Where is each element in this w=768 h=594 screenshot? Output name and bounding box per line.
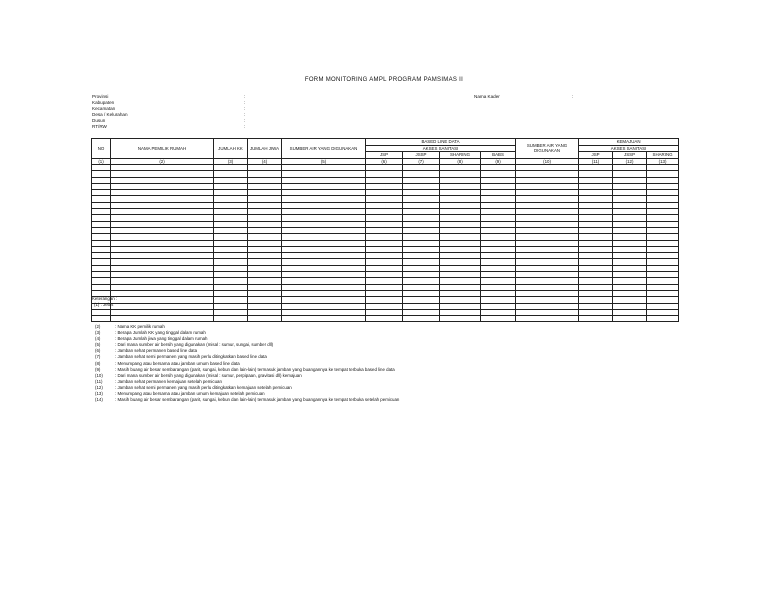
legend-code: (5) — [95, 342, 101, 348]
column-number: (5) — [282, 158, 366, 165]
column-number: (11) — [579, 158, 613, 165]
legend-code: (7) — [95, 354, 101, 360]
notes — [92, 296, 117, 308]
notes-first-item: (1) : Jelas — [94, 302, 114, 307]
legend-text: : Menumpang atau bersama atau jamban umum kemajuan setelah pemicuan — [115, 391, 265, 397]
col-sharing-kemajuan: SHARING — [647, 152, 679, 159]
legend-text: : Masih buang air besar sembarangan (parit, sungai, kebun dan lain-lain) termasuk jamban yang buangannya ke tempat terbuka based line data — [115, 366, 395, 372]
monitoring-table — [91, 138, 679, 322]
column-number: (4) — [248, 158, 282, 165]
location-label: Dusun — [92, 118, 106, 123]
table-cell — [214, 316, 248, 322]
col-jumlah-jiwa: JUMLAH JIWA — [248, 139, 282, 159]
legend-text: : Menumpang atau bersama atau jamban umum based line data — [115, 360, 240, 366]
table-cell — [481, 316, 516, 322]
table-cell — [440, 316, 481, 322]
group-akses-kemajuan: AKSES SANITASI — [579, 145, 679, 152]
column-number: (3) — [214, 158, 248, 165]
col-sumber-air-kemajuan: SUMBER AIR YANG DIGUNAKAN — [516, 139, 579, 159]
table-cell — [613, 316, 647, 322]
col-nama: NAMA PEMILIK RUMAH — [111, 139, 214, 159]
table-cell — [92, 316, 111, 322]
location-label: Kecamatan — [92, 106, 116, 111]
column-number: (13) — [647, 158, 679, 165]
column-number: (8) — [440, 158, 481, 165]
location-header — [92, 94, 250, 130]
col-no: NO — [92, 139, 111, 159]
column-number: (12) — [613, 158, 647, 165]
notes-heading: Keterangan : — [92, 296, 118, 301]
legend-text: : Dari mana sumber air bersih yang digunakan (misal : sumur, perpipaan, gravitasi dll) kemajuan — [115, 372, 302, 378]
legend-code: (13) — [95, 391, 103, 397]
col-jssp: JSSP — [403, 152, 440, 159]
legend-code: (4) — [95, 336, 101, 342]
group-akses-baseline: AKSES SANITASI — [366, 145, 516, 152]
column-number: (2) — [111, 158, 214, 165]
kader-row — [474, 94, 578, 100]
table-cell — [403, 316, 440, 322]
legend-code: (2) — [95, 324, 101, 329]
column-number: (9) — [481, 158, 516, 165]
location-row — [92, 124, 250, 130]
col-jsp: JSP — [366, 152, 403, 159]
legend-item — [95, 397, 399, 403]
legend-text: : Jamban sehat permanen kemajuan setelah pemicuan — [115, 378, 222, 384]
col-sumber-air: SUMBER AIR YANG DIGUNAKAN — [282, 139, 366, 159]
group-kemajuan: KEMAJUAN — [579, 139, 679, 146]
table-body — [92, 165, 679, 322]
table-cell — [282, 316, 366, 322]
location-colon: : — [244, 100, 246, 105]
location-label: Provinsi — [92, 94, 109, 99]
table-cell — [111, 316, 214, 322]
col-sharing: SHARING — [440, 152, 481, 159]
legend-text: : Jamban sehat semi permanen yang masih perlu ditingkatkan based line data — [115, 354, 267, 360]
col-babs: BABS — [481, 152, 516, 159]
kader-label: Nama Kader — [474, 94, 500, 99]
location-colon: : — [244, 124, 246, 129]
col-jsp-kemajuan: JSP — [579, 152, 613, 159]
table-cell — [248, 316, 282, 322]
legend-code: (10) — [95, 372, 103, 378]
kader-header — [474, 94, 578, 100]
legend-code: (3) — [95, 330, 101, 336]
table-cell — [516, 316, 579, 322]
location-label: RT/RW — [92, 124, 107, 129]
legend-text: : Nama KK pemilik rumah — [115, 324, 165, 329]
table-cell — [647, 316, 679, 322]
legend-list — [95, 324, 399, 403]
column-number: (6) — [366, 158, 403, 165]
table-row — [92, 316, 679, 322]
legend-code: (9) — [95, 366, 101, 372]
location-label: Kabupaten — [92, 100, 115, 105]
col-jumlah-kk: JUMLAH KK — [214, 139, 248, 159]
table-cell — [579, 316, 613, 322]
legend-text: : Berapa Jumlah KK yang tinggal dalam rumah — [115, 330, 206, 336]
legend-code: (11) — [95, 378, 103, 384]
legend-text: : Masih buang air besar sembarangan (parit, sungai, kebun dan lain-lain) termasuk jamban yang buangannya ke tempat terbuka setelah pemicuan — [115, 397, 400, 403]
column-number: (7) — [403, 158, 440, 165]
location-colon: : — [244, 106, 246, 111]
form-title: FORM MONITORING AMPL PROGRAM PAMSIMAS II — [304, 77, 464, 83]
location-colon: : — [244, 112, 246, 117]
legend-text: : Berapa Jumlah jiwa yang tinggal dalam rumah — [115, 336, 208, 342]
legend-code: (6) — [95, 348, 101, 354]
location-label: Desa / Kelurahan — [92, 112, 128, 117]
legend-text: : Jamban sehat semi permanen yang masih perlu ditingkatkan kemajuan setelah pemicuan — [115, 384, 292, 390]
location-colon: : — [244, 118, 246, 123]
table-cell — [366, 316, 403, 322]
legend-text: : Dari mana sumber air bersih yang digunakan (misal : sumur, sungai, sumber dll) — [115, 342, 274, 348]
kader-colon: : — [572, 94, 574, 99]
legend-code: (12) — [95, 384, 103, 390]
legend-code: (8) — [95, 360, 101, 366]
col-jssp-kemajuan: JSSP — [613, 152, 647, 159]
group-baseline: BASED LINE DATA — [366, 139, 516, 146]
column-number: (1) — [92, 158, 111, 165]
column-number: (10) — [516, 158, 579, 165]
location-colon: : — [244, 94, 246, 99]
legend-text: : Jamban sehat permanen based line data — [115, 348, 198, 354]
legend-code: (14) — [95, 397, 103, 403]
